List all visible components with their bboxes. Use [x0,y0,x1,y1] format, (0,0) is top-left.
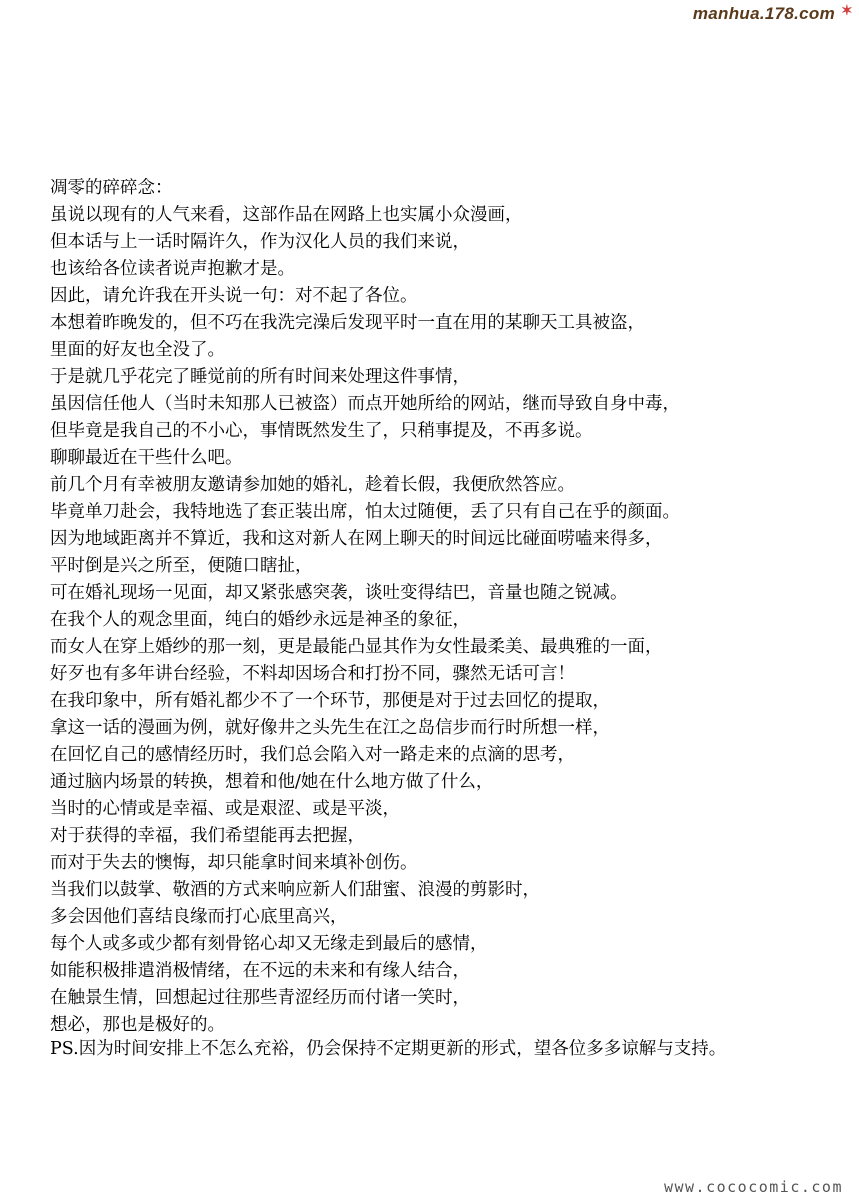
text-line: 因为地域距离并不算近，我和这对新人在网上聊天的时间远比碰面唠嗑来得多， [50,529,663,549]
text-line: 平时倒是兴之所至，便随口瞎扯， [50,556,313,576]
text-line: 当我们以鼓掌、敬酒的方式来响应新人们甜蜜、浪漫的剪影时， [50,880,540,900]
text-line: 虽因信任他人（当时未知那人已被盗）而点开她所给的网站，继而导致自身中毒， [50,394,680,414]
watermark-bottom: www.cococomic.com [663,1178,843,1196]
text-line: 多会因他们喜结良缘而打心底里高兴， [50,907,348,927]
text-line: 因此，请允许我在开头说一句：对不起了各位。 [50,286,418,306]
text-line: 在我印象中，所有婚礼都少不了一个环节，那便是对于过去回忆的提取， [50,691,610,711]
text-line: 聊聊最近在干些什么吧。 [50,448,243,468]
text-line: 可在婚礼现场一见面，却又紧张感突袭，谈吐变得结巴，音量也随之锐减。 [50,583,628,603]
afterword-text [50,175,850,1039]
text-line: 但本话与上一话时隔许久，作为汉化人员的我们来说， [50,232,470,252]
text-line: 而女人在穿上婚纱的那一刻，更是最能凸显其作为女性最柔美、最典雅的一面， [50,637,663,657]
text-line: 通过脑内场景的转换，想着和他/她在什么地方做了什么， [50,772,494,792]
text-line: 于是就几乎花完了睡觉前的所有时间来处理这件事情， [50,367,470,387]
text-line: 当时的心情或是幸福、或是艰涩、或是平淡， [50,799,400,819]
text-line: 毕竟单刀赴会，我特地选了套正装出席，怕太过随便，丢了只有自己在乎的颜面。 [50,502,680,522]
text-line: 前几个月有幸被朋友邀请参加她的婚礼，趁着长假，我便欣然答应。 [50,475,575,495]
text-line: 也该给各位读者说声抱歉才是。 [50,259,295,279]
star-icon: ✶ [840,2,853,18]
text-line: 在回忆自己的感情经历时，我们总会陷入对一路走来的点滴的思考， [50,745,575,765]
text-line: 对于获得的幸福，我们希望能再去把握， [50,826,365,846]
text-line: 凋零的碎碎念： [50,178,173,198]
text-line: 而对于失去的懊悔，却只能拿时间来填补创伤。 [50,853,418,873]
text-line: 如能积极排遣消极情绪，在不远的未来和有缘人结合， [50,961,470,981]
ps-note: PS.因为时间安排上不怎么充裕，仍会保持不定期更新的形式，望各位多多谅解与支持。 [50,1039,727,1059]
text-line: 但毕竟是我自己的不小心，事情既然发生了，只稍事提及，不再多说。 [50,421,593,441]
text-line: 虽说以现有的人气来看，这部作品在网路上也实属小众漫画， [50,205,523,225]
text-line: 本想着昨晚发的，但不巧在我洗完澡后发现平时一直在用的某聊天工具被盗， [50,313,645,333]
text-line: 里面的好友也全没了。 [50,340,225,360]
text-line: 想必，那也是极好的。 [50,1015,225,1035]
watermark-top-text: manhua.178.com [692,4,835,23]
watermark-top [692,2,853,24]
text-line: 每个人或多或少都有刻骨铭心却又无缘走到最后的感情， [50,934,488,954]
text-line: 在我个人的观念里面，纯白的婚纱永远是神圣的象征， [50,610,470,630]
text-line: 好歹也有多年讲台经验，不料却因场合和打扮不同，骤然无话可言！ [50,664,575,684]
text-line: 拿这一话的漫画为例，就好像井之头先生在江之岛信步而行时所想一样， [50,718,610,738]
text-line: 在触景生情，回想起过往那些青涩经历而付诸一笑时， [50,988,470,1008]
